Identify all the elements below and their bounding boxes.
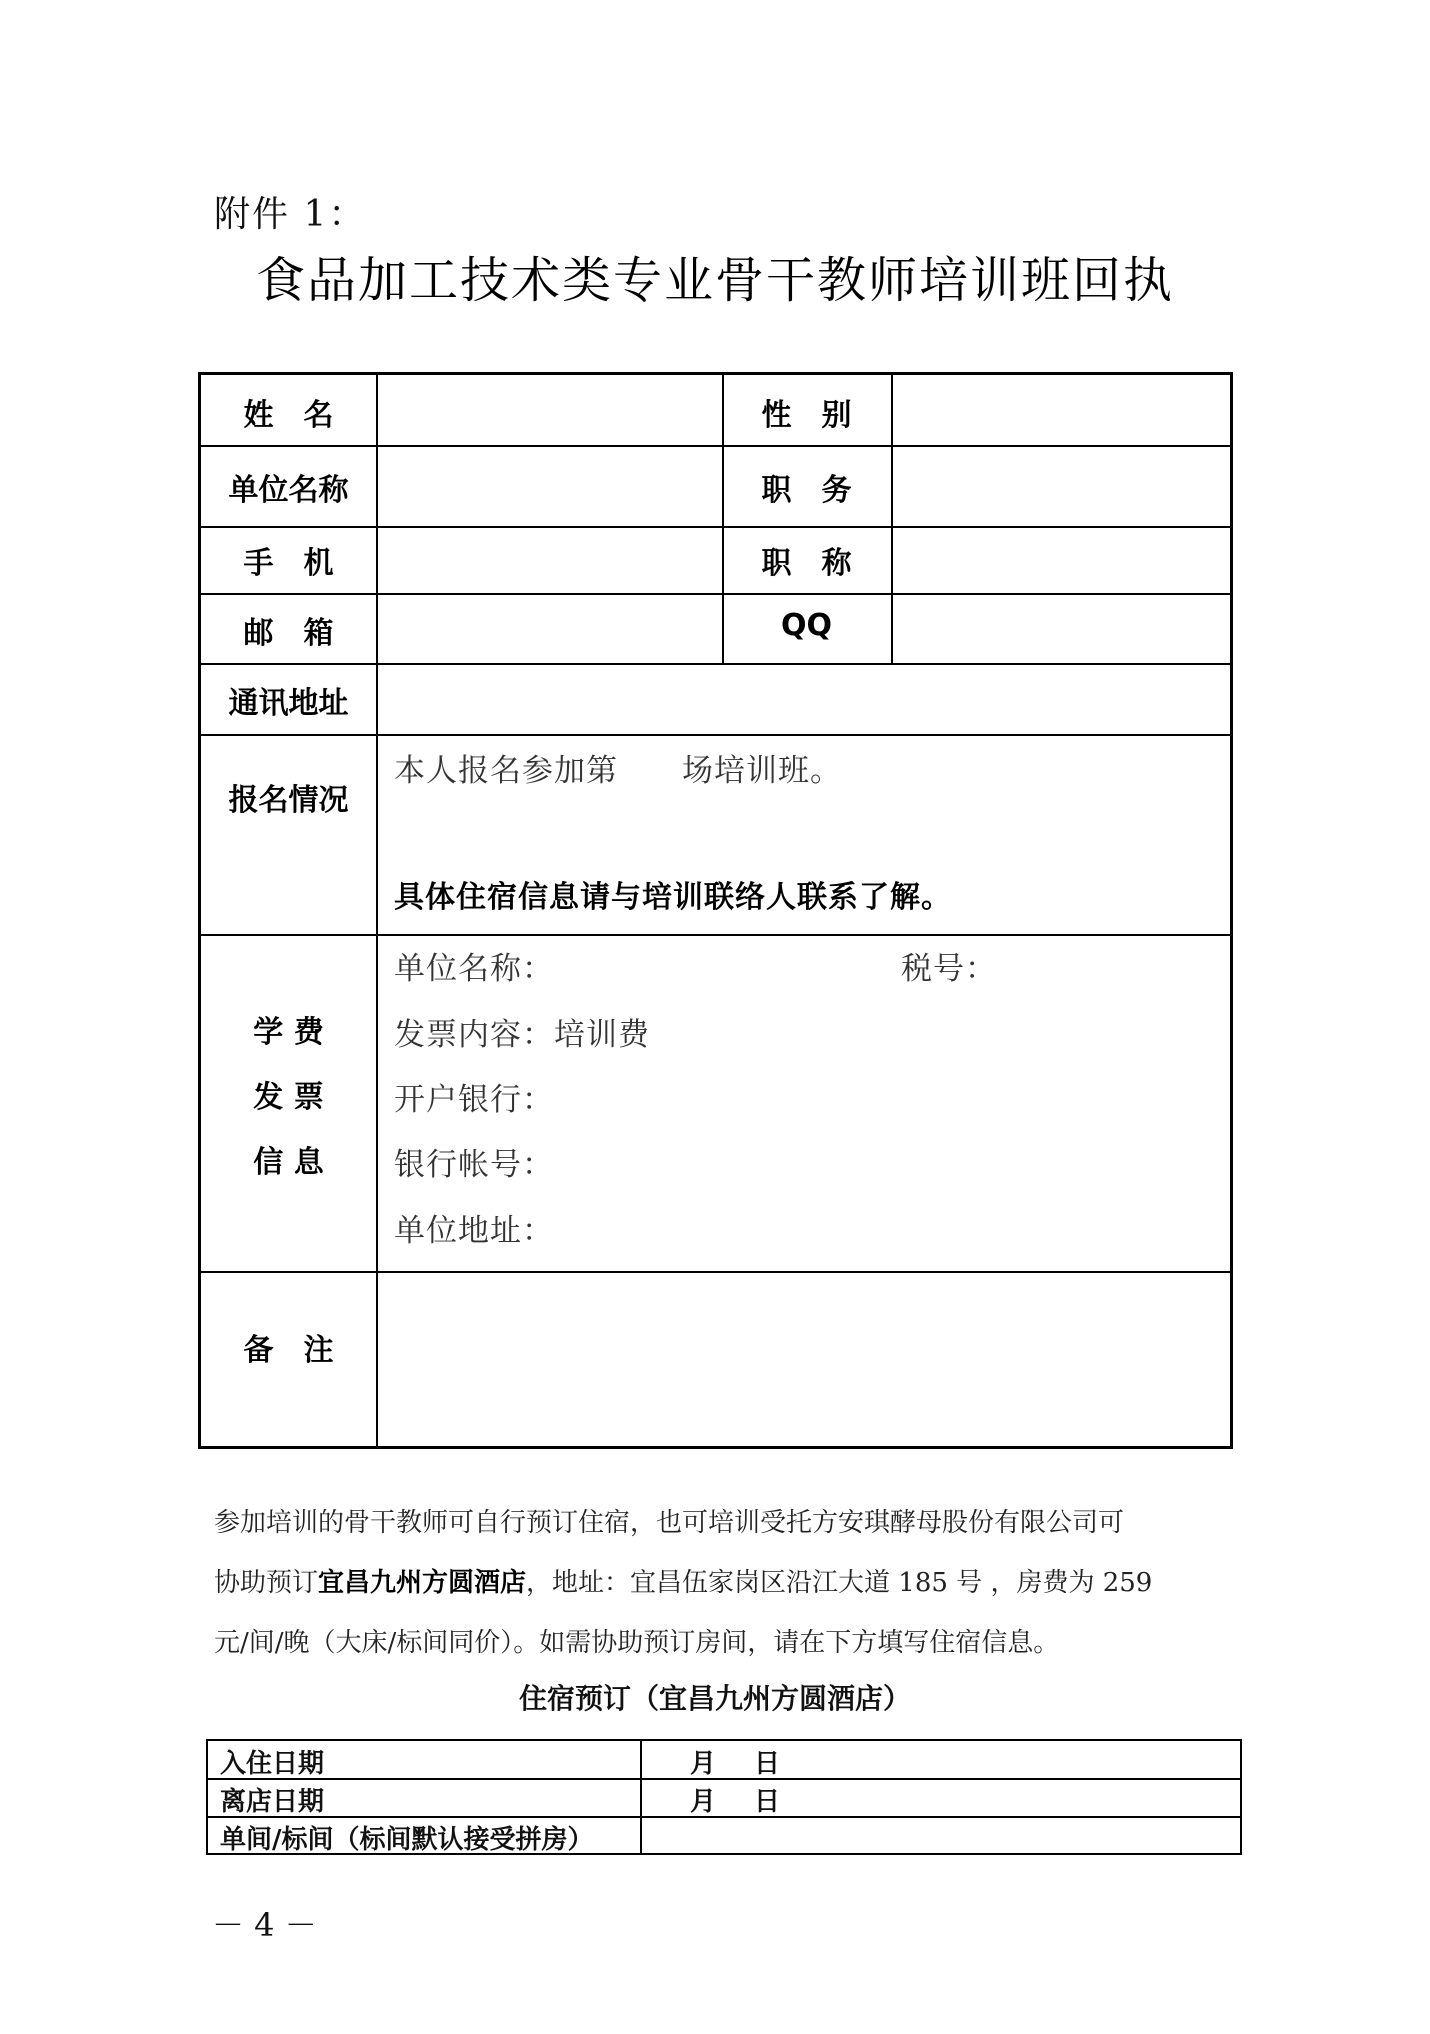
page-title: 食品加工技术类专业骨干教师培训班回执 — [255, 252, 1174, 309]
notice-line-3: 元/间/晚（大床/标间同价）。如需协助预订房间，请在下方填写住宿信息。 — [214, 1628, 1060, 1658]
notice-text: 协助预订 — [214, 1568, 319, 1598]
row-divider — [201, 734, 1233, 736]
email-field[interactable] — [378, 595, 722, 663]
mobile-label: 手 机 — [243, 546, 334, 581]
title-rank-field[interactable] — [893, 528, 1233, 593]
gender-field[interactable] — [893, 375, 1233, 445]
org-label: 单位名称 — [228, 473, 349, 508]
notice-text: ，地址：宜昌伍家岗区沿江大道 185 号 ，房费为 259 — [526, 1568, 1153, 1598]
invoice-content: 发票内容：培训费 — [394, 1017, 650, 1053]
registration-session-text: 本人报名参加第 场培训班。 — [394, 753, 842, 789]
booking-title: 住宿预订（宜昌九州方圆酒店） — [518, 1682, 911, 1715]
checkin-label: 入住日期 — [220, 1749, 325, 1779]
row-divider — [201, 934, 1233, 936]
invoice-org-name: 单位名称： — [394, 951, 554, 987]
checkout-label: 离店日期 — [220, 1787, 325, 1817]
name-label: 姓 名 — [243, 398, 334, 433]
accommodation-note: 具体住宿信息请与培训联络人联系了解。 — [394, 880, 952, 915]
position-label: 职 务 — [761, 473, 852, 508]
invoice-label-line2: 发 票 — [253, 1080, 324, 1115]
invoice-account: 银行帐号： — [394, 1147, 554, 1183]
registration-form-table — [198, 372, 1233, 1449]
month-label: 月 — [690, 1787, 717, 1817]
month-label: 月 — [690, 1749, 717, 1779]
day-label: 日 — [754, 1749, 781, 1779]
invoice-label-line1: 学 费 — [253, 1015, 324, 1050]
notice-line-2 — [214, 1553, 1214, 1613]
position-field[interactable] — [893, 447, 1233, 526]
day-label: 日 — [754, 1787, 781, 1817]
name-field[interactable] — [378, 375, 722, 445]
hotel-name: 宜昌九州方圆酒店 — [318, 1568, 527, 1598]
invoice-bank: 开户银行： — [394, 1082, 554, 1118]
address-label: 通讯地址 — [228, 686, 349, 721]
org-field[interactable] — [378, 447, 722, 526]
checkin-date-field[interactable] — [642, 1741, 1240, 1778]
registration-label: 报名情况 — [228, 783, 349, 818]
notice-line-1: 参加培训的骨干教师可自行预订住宿，也可培训受托方安琪酵母股份有限公司可 — [214, 1508, 1125, 1538]
remarks-label: 备 注 — [243, 1333, 334, 1368]
checkout-date-field[interactable] — [642, 1780, 1240, 1816]
booking-table — [206, 1739, 1242, 1855]
qq-label: QQ — [780, 608, 832, 643]
title-rank-label: 职 称 — [761, 546, 852, 581]
invoice-tax-no: 税号： — [901, 951, 997, 987]
invoice-org-address: 单位地址： — [394, 1213, 554, 1249]
email-label: 邮 箱 — [243, 616, 334, 651]
invoice-label-line3: 信 息 — [253, 1145, 324, 1180]
mobile-field[interactable] — [378, 528, 722, 593]
address-field[interactable] — [378, 665, 1233, 734]
remarks-field[interactable] — [378, 1273, 1233, 1446]
attachment-label: 附件 1： — [214, 194, 367, 235]
room-type-label: 单间/标间（标间默认接受拼房） — [220, 1825, 594, 1855]
gender-label: 性 别 — [761, 398, 852, 433]
page-number: － 4 － — [212, 1906, 317, 1944]
qq-field[interactable] — [893, 595, 1233, 663]
room-type-field[interactable] — [642, 1818, 1240, 1853]
